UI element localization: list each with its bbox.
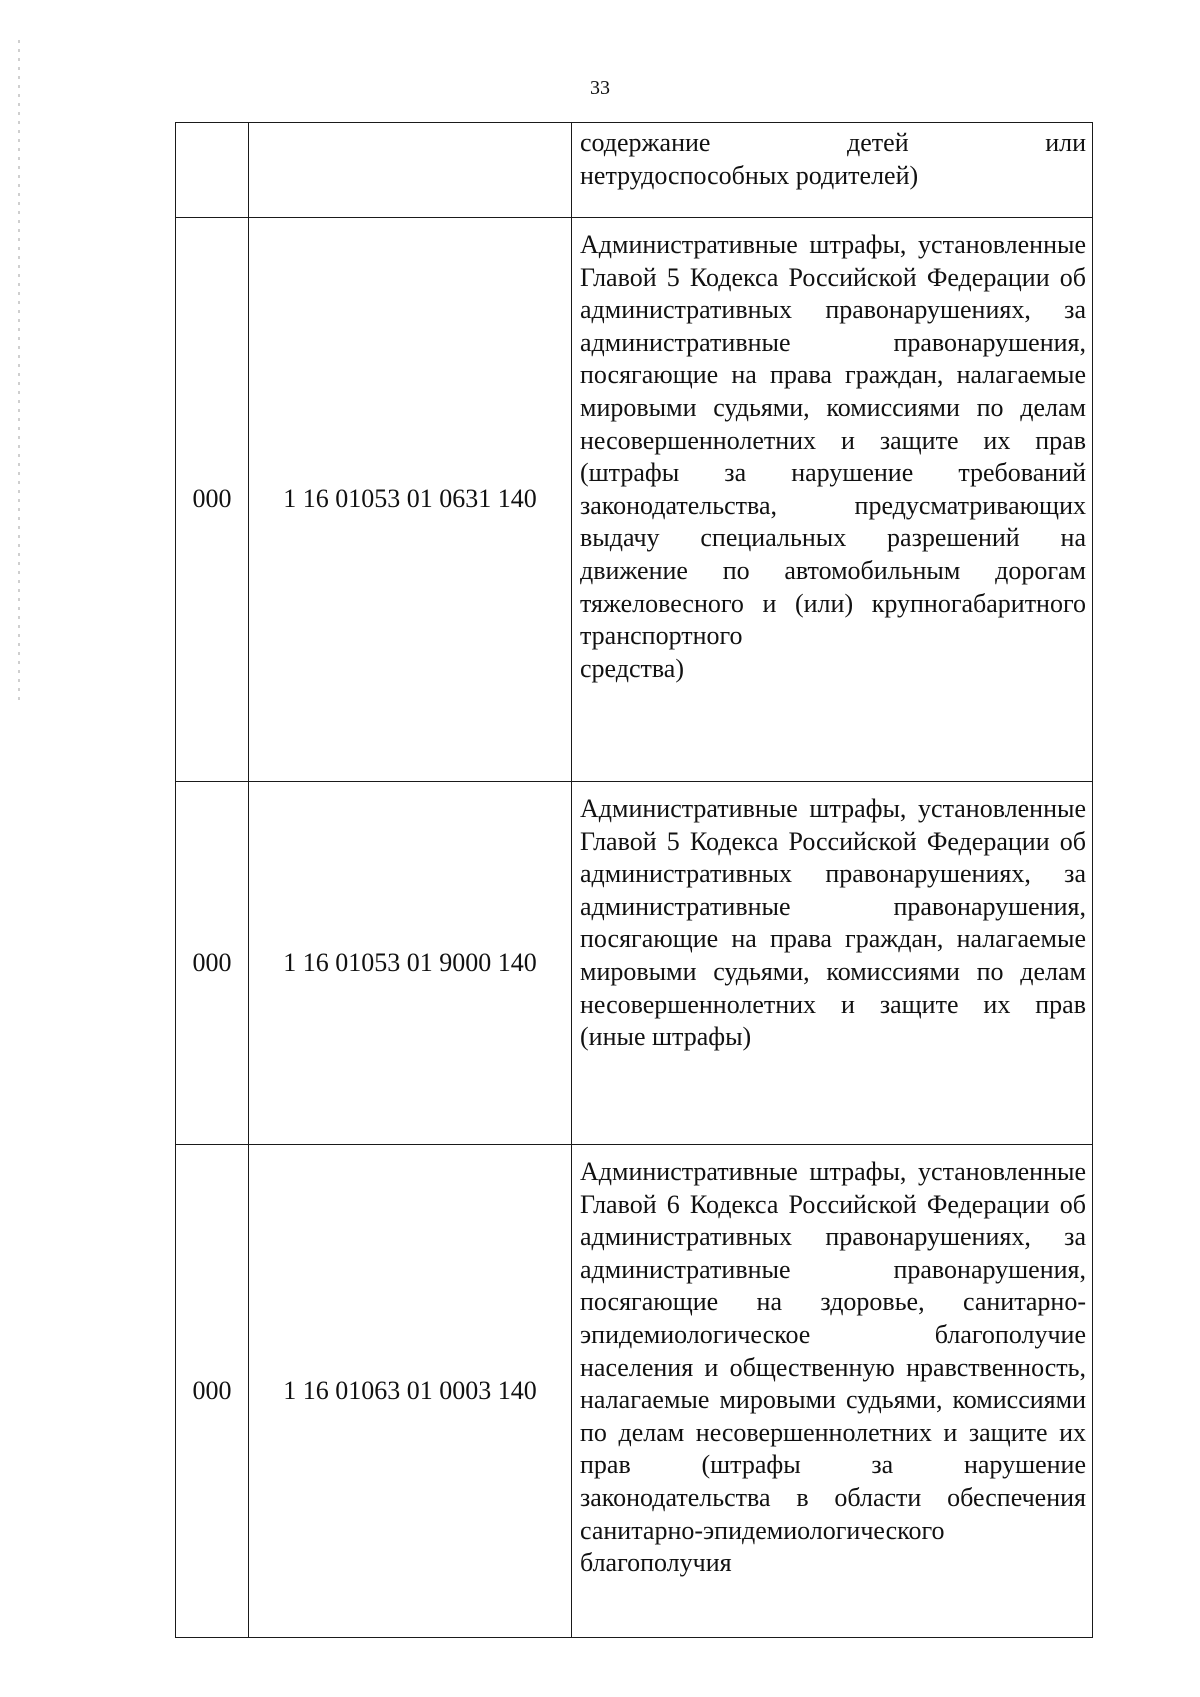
income-name-text: Административные штрафы, установленные Главой 5 Кодекса Российской Федерации об административных правонарушениях, за административные правонарушения, посягающие на права граждан, налагаемые мировыми судьями, комиссиями по делам несовершеннолетних и защите их прав bbox=[580, 794, 1086, 1019]
income-name-text-last-line: нетрудоспособных родителей) bbox=[580, 160, 919, 190]
budget-code-cell: 1 16 01053 01 0631 140 bbox=[249, 218, 572, 782]
admin-code-cell: 000 bbox=[176, 218, 249, 782]
income-name-text-last-line: (иные штрафы) bbox=[580, 1022, 752, 1052]
income-name-text: содержание детей или bbox=[580, 128, 1086, 157]
budget-codes-table bbox=[175, 122, 1093, 1638]
income-name-cell bbox=[572, 782, 1093, 1145]
income-name-cell bbox=[572, 123, 1093, 218]
income-name-text-last-line: средства) bbox=[580, 653, 684, 683]
budget-code-cell: 1 16 01053 01 9000 140 bbox=[249, 782, 572, 1145]
income-name-text: Административные штрафы, установленные Главой 6 Кодекса Российской Федерации об административных правонарушениях, за административные правонарушения, посягающие на здоровье, санитарно-эпидемиологическое благополучие населения и общественную нравственность, налагаемые мировыми судьями, комиссиями по делам несовершеннолетних и защите их прав (штрафы за нарушение законодательства в области обеспечения санитарно-эпидемиологического благополучия bbox=[580, 1157, 1086, 1578]
table-row bbox=[176, 218, 1093, 782]
table-row bbox=[176, 782, 1093, 1145]
admin-code-cell: 000 bbox=[176, 1145, 249, 1638]
income-name-cell bbox=[572, 218, 1093, 782]
budget-code-cell: 1 16 01063 01 0003 140 bbox=[249, 1145, 572, 1638]
table-row bbox=[176, 1145, 1093, 1638]
admin-code-cell: 000 bbox=[176, 782, 249, 1145]
income-name-text: Административные штрафы, установленные Главой 5 Кодекса Российской Федерации об административных правонарушениях, за административные правонарушения, посягающие на права граждан, налагаемые мировыми судьями, комиссиями по делам несовершеннолетних и защите их прав (штрафы за нарушение требований законодательства, предусматривающих выдачу специальных разрешений на движение по автомобильным дорогам тяжеловесного и (или) крупногабаритного транспортного bbox=[580, 230, 1086, 651]
admin-code-cell bbox=[176, 123, 249, 218]
page-number: 33 bbox=[590, 77, 610, 99]
budget-code-cell bbox=[249, 123, 572, 218]
table-row bbox=[176, 123, 1093, 218]
income-name-cell bbox=[572, 1145, 1093, 1638]
scan-edge-artifact bbox=[18, 40, 20, 700]
